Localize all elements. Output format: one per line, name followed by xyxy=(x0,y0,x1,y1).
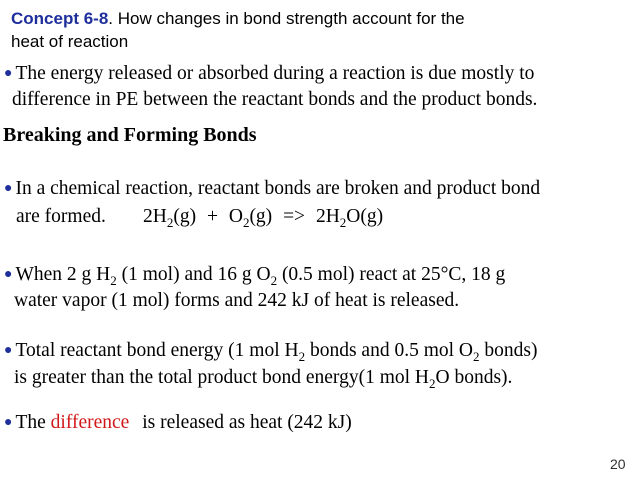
eq-sub-b: 2 xyxy=(242,215,250,230)
bullet1-line2 xyxy=(16,204,106,229)
bullet2-sub-1: 2 xyxy=(110,273,117,288)
eq-term-a: 2H xyxy=(143,206,167,227)
bullet4-line1 xyxy=(4,410,352,437)
eq-arrow: => xyxy=(283,206,306,227)
page-number: 20 xyxy=(610,456,626,472)
eq-state-b: (g) xyxy=(249,206,273,227)
slide-title-line1 xyxy=(11,9,465,29)
slide-title-line2: heat of reaction xyxy=(11,32,129,51)
bullet3-text-b: bonds and 0.5 mol O xyxy=(305,340,473,361)
bullet3-line2 xyxy=(14,365,512,391)
bullet1-text-1: In a chemical reaction, reactant bonds are broken and product bond xyxy=(15,178,541,199)
bullet3-text-d: is greater than the total product bond energy(1 mol H xyxy=(14,367,429,388)
eq-plus: + xyxy=(206,206,218,227)
eq-sub-c: 2 xyxy=(339,215,347,230)
bullet2-text-c: (0.5 mol) react at 25°C, 18 g xyxy=(277,264,506,285)
bullet-icon: ● xyxy=(4,267,13,282)
bullet-icon: ● xyxy=(4,343,13,358)
bullet2-line1 xyxy=(4,262,505,289)
eq-state-c: O(g) xyxy=(346,206,384,227)
intro-text-1: The energy released or absorbed during a reaction is due mostly to xyxy=(15,63,535,84)
bullet-icon: ● xyxy=(4,415,13,430)
section-heading: Breaking and Forming Bonds xyxy=(3,124,257,146)
intro-line2: difference in PE between the reactant bonds and the product bonds. xyxy=(12,89,538,110)
bullet3-sub-3: 2 xyxy=(428,376,436,391)
eq-term-c: 2H xyxy=(315,206,340,227)
difference-highlight: difference xyxy=(50,412,130,433)
bullet3-text-e: O bonds). xyxy=(435,367,513,388)
eq-sub-a: 2 xyxy=(166,215,174,230)
bullet1-text-2: are formed. xyxy=(16,206,106,227)
concept-label: Concept 6-8 xyxy=(11,9,109,28)
bullet-icon: ● xyxy=(4,181,13,196)
bullet1-line1 xyxy=(4,176,540,203)
bullet-icon: ● xyxy=(4,66,13,81)
bullet3-text-c: bonds) xyxy=(479,340,538,361)
bullet4-text-b: is released as heat (242 kJ) xyxy=(137,412,352,433)
eq-term-b: O xyxy=(228,206,243,227)
title-text: . How changes in bond strength account for the xyxy=(108,9,465,28)
intro-line1 xyxy=(4,61,534,88)
bullet2-text-b: (1 mol) and 16 g O xyxy=(116,264,271,285)
bullet3-text-a: Total reactant bond energy (1 mol H xyxy=(15,340,299,361)
bullet2-text-a: When 2 g H xyxy=(15,264,111,285)
bullet2-line2: water vapor (1 mol) forms and 242 kJ of heat is released. xyxy=(14,290,460,311)
bullet2-sub-2: 2 xyxy=(270,273,278,288)
bullet3-sub-2: 2 xyxy=(473,349,480,364)
bullet3-sub-1: 2 xyxy=(298,349,306,364)
bullet3-line1 xyxy=(4,338,537,365)
eq-state-a: (g) xyxy=(173,206,197,227)
bullet4-text-a: The xyxy=(15,412,51,433)
reaction-equation xyxy=(143,204,383,230)
